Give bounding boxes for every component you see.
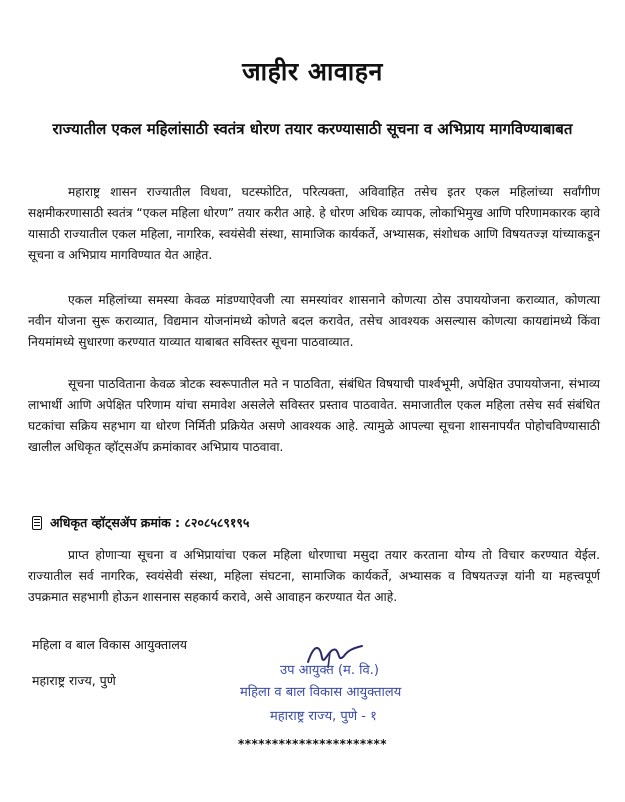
office-name: महिला व बाल विकास आयुक्तालय bbox=[32, 637, 188, 652]
stamp-line-designation: उप आयुक्त (म. वि.) bbox=[280, 663, 379, 678]
paragraph-closing: प्राप्त होणाऱ्या सूचना व अभिप्रायांचा एकल महिला धोरणाचा मसुदा तयार करताना योग्य तो विचार करण्यात येईल. राज्यातील सर्व नागरिक, स्वयंसेवी संस्था, महिला संघटना, सामाजिक कार्यकर्ते, अभ्यासक व विषयतज्ज्ञ यांनी या महत्त्वपूर्ण उपक्रमात सहभागी होऊन शासनास सहकार्य करावे, असे आवाहन करण्यात येत आहे. bbox=[28, 548, 600, 604]
office-location: महाराष्ट्र राज्य, पुणे bbox=[32, 673, 116, 688]
paragraph-measures: एकल महिलांच्या समस्या केवळ मांडण्याऐवजी त्या समस्यांवर शासनाने कोणत्या ठोस उपाययोजना कराव्यात, कोणत्या नवीन योजना सुरू कराव्यात, विद्यमान योजनांमध्ये कोणते बदल करावेत, तसेच आवश्यक असल्यास कोणत्या कायद्यांमध्ये किंवा नियमांमध्ये सुधारणा करण्यात याव्यात याबाबत सविस्तर सूचना पाठवाव्यात. bbox=[28, 293, 600, 349]
document-title: जाहीर आवाहन bbox=[242, 57, 383, 86]
footer-stars: ********************** bbox=[237, 737, 388, 751]
phone-icon bbox=[32, 516, 42, 530]
whatsapp-number-line bbox=[32, 514, 249, 531]
document-subtitle: राज्यातील एकल महिलांसाठी स्वतंत्र धोरण तयार करण्यासाठी सूचना व अभिप्राय मागविण्याबाबत bbox=[52, 120, 573, 138]
official-stamp bbox=[240, 648, 440, 738]
paragraph-guidelines: सूचना पाठविताना केवळ त्रोटक स्वरूपातील मते न पाठविता, संबंधित विषयाची पार्श्वभूमी, अपेक्षित उपाययोजना, संभाव्य लाभार्थी आणि अपेक्षित परिणाम यांचा समावेश असलेले सविस्तर प्रस्ताव पाठवावेत. समाजातील एकल महिला तसेच सर्व संबंधित घटकांचा सक्रिय सहभाग या धोरण निर्मिती प्रक्रियेत असणे आवश्यक आहे. त्यामुळे आपल्या सूचना शासनापर्यंत पोहोचविण्यासाठी खालील अधिकृत व्हॉट्सॲप क्रमांकावर अभिप्राय पाठवावा. bbox=[28, 377, 600, 454]
whatsapp-number-text: अधिकृत व्हॉट्सॲप क्रमांक : ८२०८५८९१९५ bbox=[50, 515, 250, 530]
paragraph-intro: महाराष्ट्र शासन राज्यातील विधवा, घटस्फोटित, परित्यक्ता, अविवाहित तसेच इतर एकल महिलांच्या सर्वांगीण सक्षमीकरणासाठी स्वतंत्र “एकल महिला धोरण” तयार करीत आहे. हे धोरण अधिक व्यापक, लोकाभिमुख आणि परिणामकारक व्हावे यासाठी राज्यातील एकल महिला, नागरिक, स्वयंसेवी संस्था, सामाजिक कार्यकर्ते, अभ्यासक, संशोधक आणि विषयतज्ज्ञ यांच्याकडून सूचना व अभिप्राय मागविण्यात येत आहेत. bbox=[28, 185, 600, 262]
stamp-line-office: महिला व बाल विकास आयुक्तालय bbox=[240, 685, 402, 700]
stamp-line-location: महाराष्ट्र राज्य, पुणे - १ bbox=[270, 709, 377, 724]
